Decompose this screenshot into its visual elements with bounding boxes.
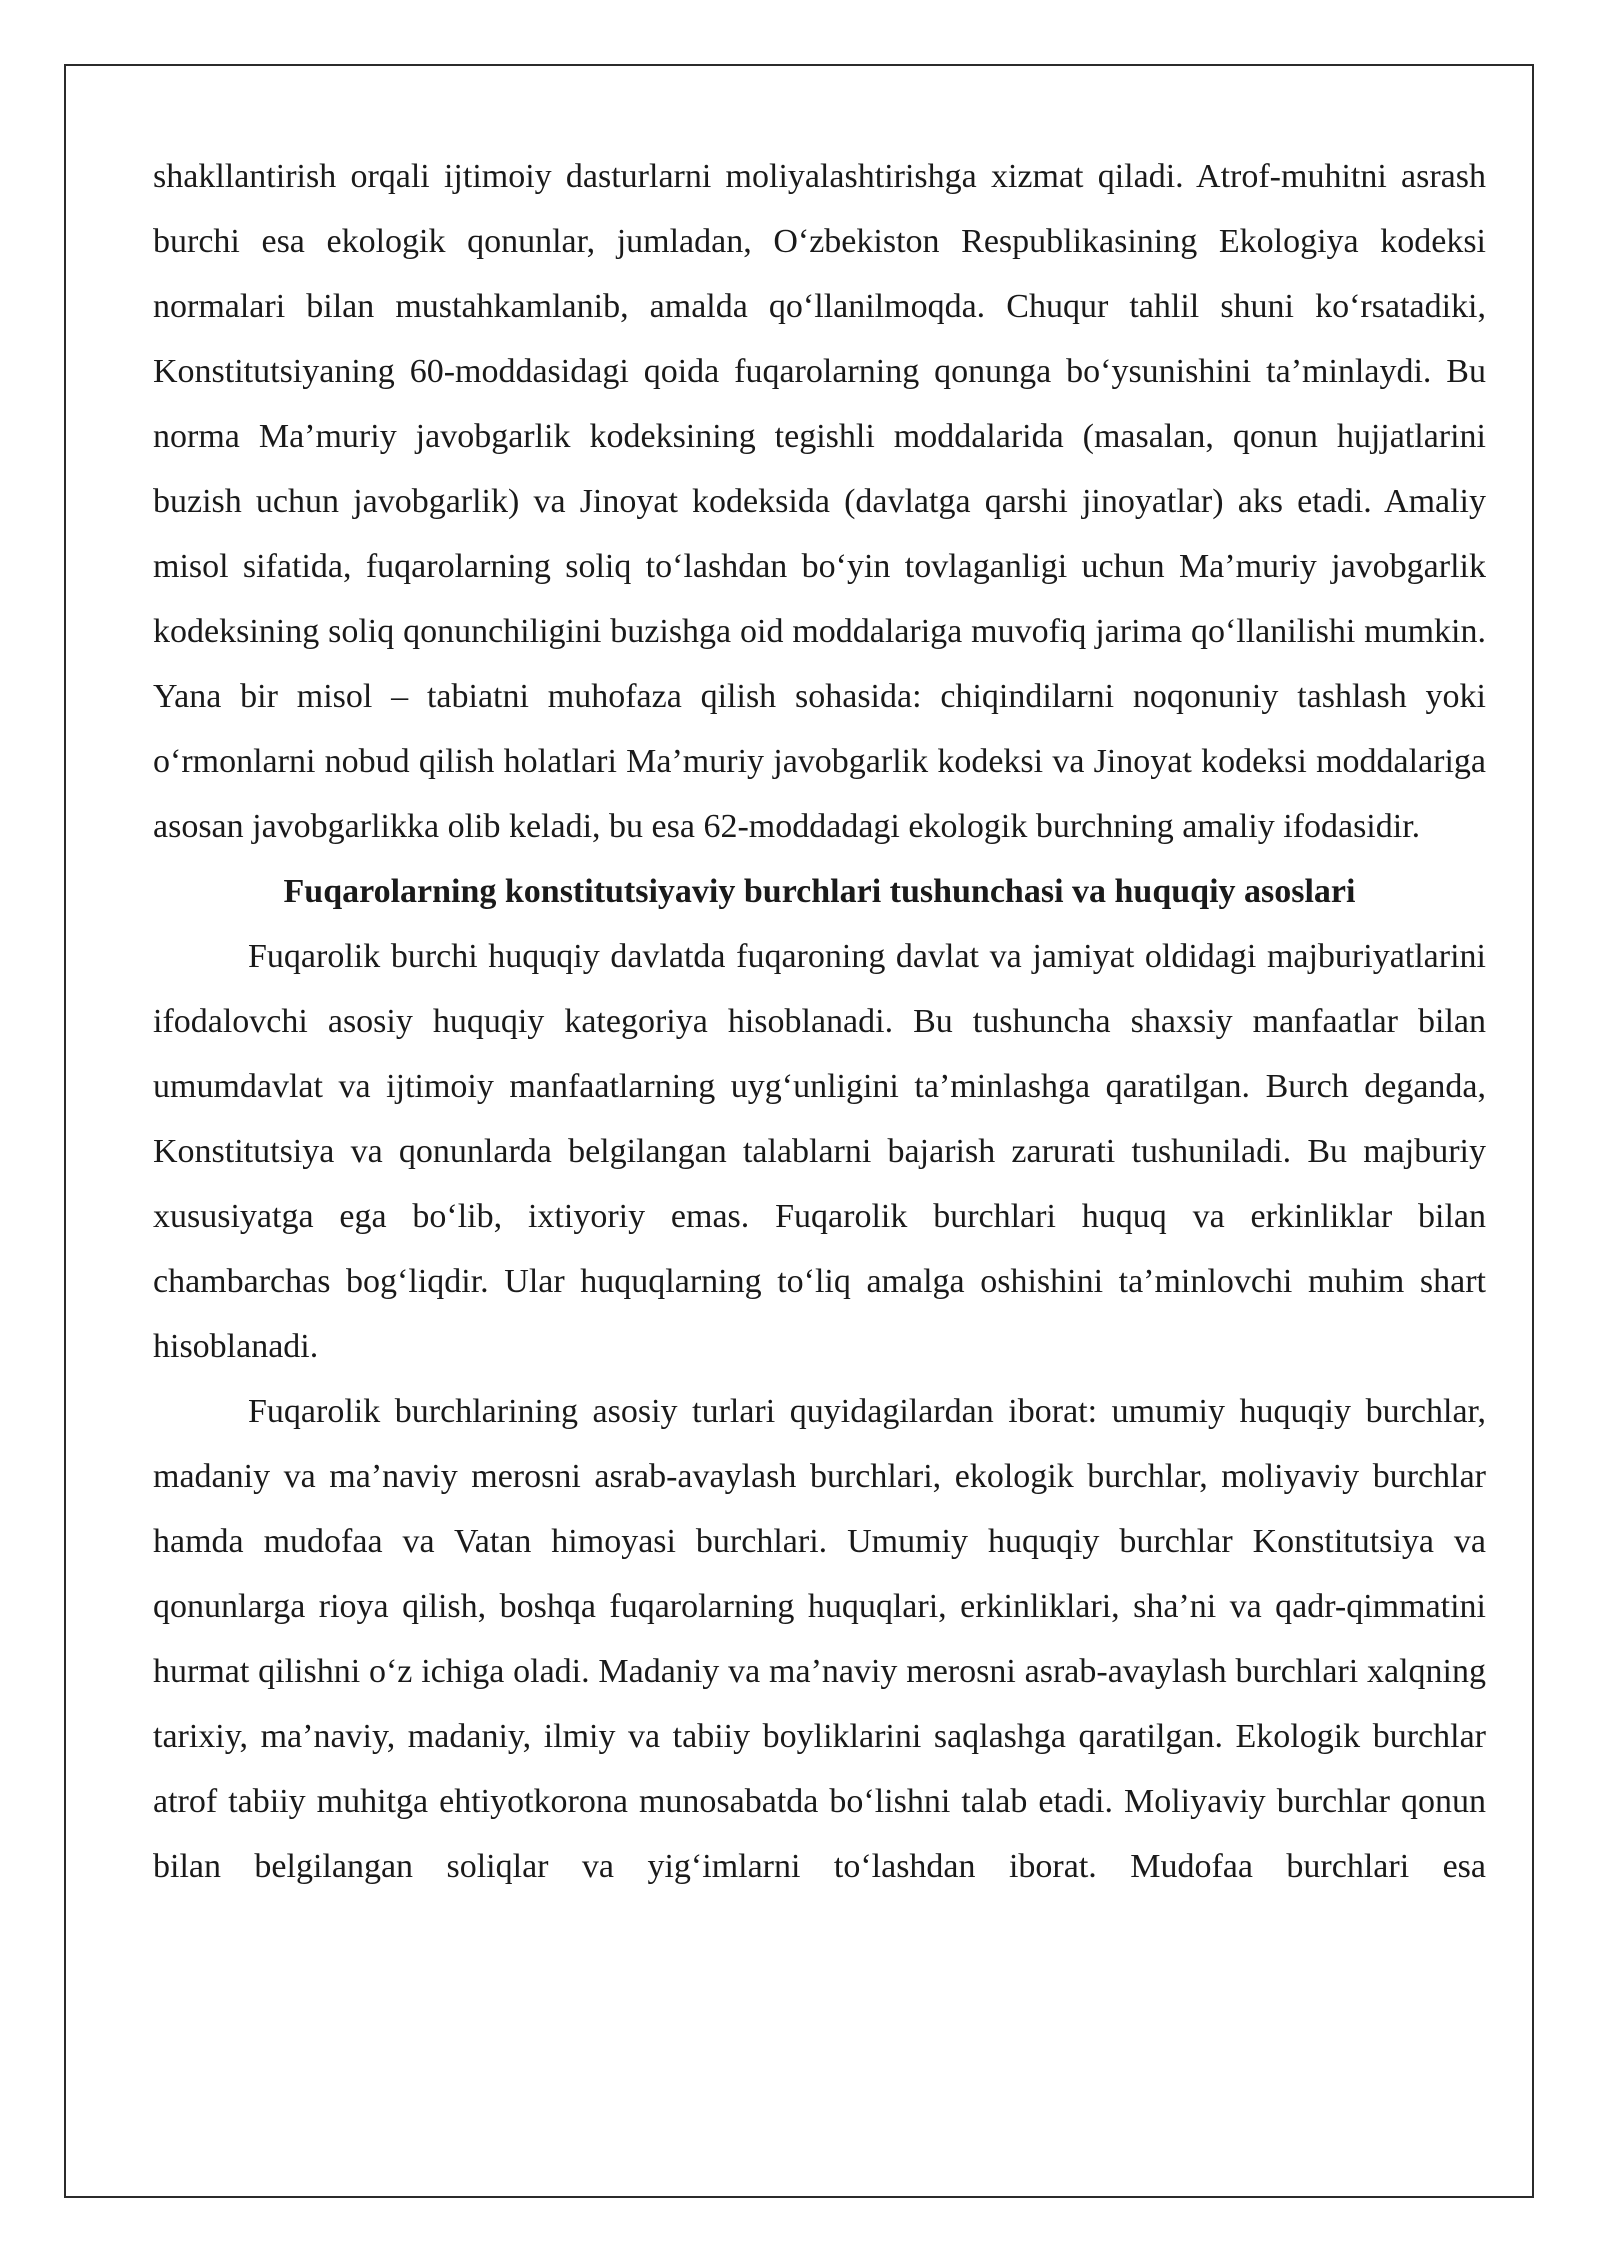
paragraph-civic-duty-types: Fuqarolik burchlarining asosiy turlari quyidagilardan iborat: umumiy huquqiy burchlar, madaniy va ma’naviy merosni asrab-avaylash burchlari, ekologik burchlar, moliyaviy burchlar hamda mudofaa va Vatan himoyasi burchlari. Umumiy huquqiy burchlar Konstitutsiya va qonunlarga rioya qilish, boshqa fuqarolarning huquqlari, erkinliklari, sha’ni va qadr-qimmatini hurmat qilishni o‘z ichiga oladi. Madaniy va ma’naviy merosni asrab-avaylash burchlari xalqning tarixiy, ma’naviy, madaniy, ilmiy va tabiiy boyliklarini saqlashga qaratilgan. Ekologik burchlar atrof tabiiy muhitga ehtiyotkorona munosabatda bo‘lishni talab etadi. Moliyaviy burchlar qonun bilan belgilangan soliqlar va yig‘imlarni to‘lashdan iborat. Mudofaa burchlari esa <box>153 1393 1486 1885</box>
paragraph-continuation: shakllantirish orqali ijtimoiy dasturlarni moliyalashtirishga xizmat qiladi. Atrof-muhitni asrash burchi esa ekologik qonunlar, jumladan, O‘zbekiston Respublikasining Ekologiya kodeksi normalari bilan mustahkamlanib, amalda qo‘llanilmoqda. Chuqur tahlil shuni ko‘rsatadiki, Konstitutsiyaning 60-moddasidagi qoida fuqarolarning qonunga bo‘ysunishini ta’minlaydi. Bu norma Ma’muriy javobgarlik kodeksining tegishli moddalarida (masalan, qonun hujjatlarini buzish uchun javobgarlik) va Jinoyat kodeksida (davlatga qarshi jinoyatlar) aks etadi. Amaliy misol sifatida, fuqarolarning soliq to‘lashdan bo‘yin tovlaganligi uchun Ma’muriy javobgarlik kodeksining soliq qonunchiligini buzishga oid moddalariga muvofiq jarima qo‘llanilishi mumkin. Yana bir misol – tabiatni muhofaza qilish sohasida: chiqindilarni noqonuniy tashlash yoki o‘rmonlarni nobud qilish holatlari Ma’muriy javobgarlik kodeksi va Jinoyat kodeksi moddalariga asosan javobgarlikka olib keladi, bu esa 62-moddadagi ekologik burchning amaliy ifodasidir. <box>153 158 1486 845</box>
paragraph-civic-duty-definition: Fuqarolik burchi huquqiy davlatda fuqaroning davlat va jamiyat oldidagi majburiyatlarini ifodalovchi asosiy huquqiy kategoriya hisoblanadi. Bu tushuncha shaxsiy manfaatlar bilan umumdavlat va ijtimoiy manfaatlarning uyg‘unligini ta’minlashga qaratilgan. Burch deganda, Konstitutsiya va qonunlarda belgilangan talablarni bajarish zarurati tushuniladi. Bu majburiy xususiyatga ega bo‘lib, ixtiyoriy emas. Fuqarolik burchlari huquq va erkinliklar bilan chambarchas bog‘liqdir. Ular huquqlarning to‘liq amalga oshishini ta’minlovchi muhim shart hisoblanadi. <box>153 938 1486 1365</box>
section-heading: Fuqarolarning konstitutsiyaviy burchlari tushunchasi va huquqiy asoslari <box>283 873 1356 910</box>
document-body <box>153 144 1486 1899</box>
